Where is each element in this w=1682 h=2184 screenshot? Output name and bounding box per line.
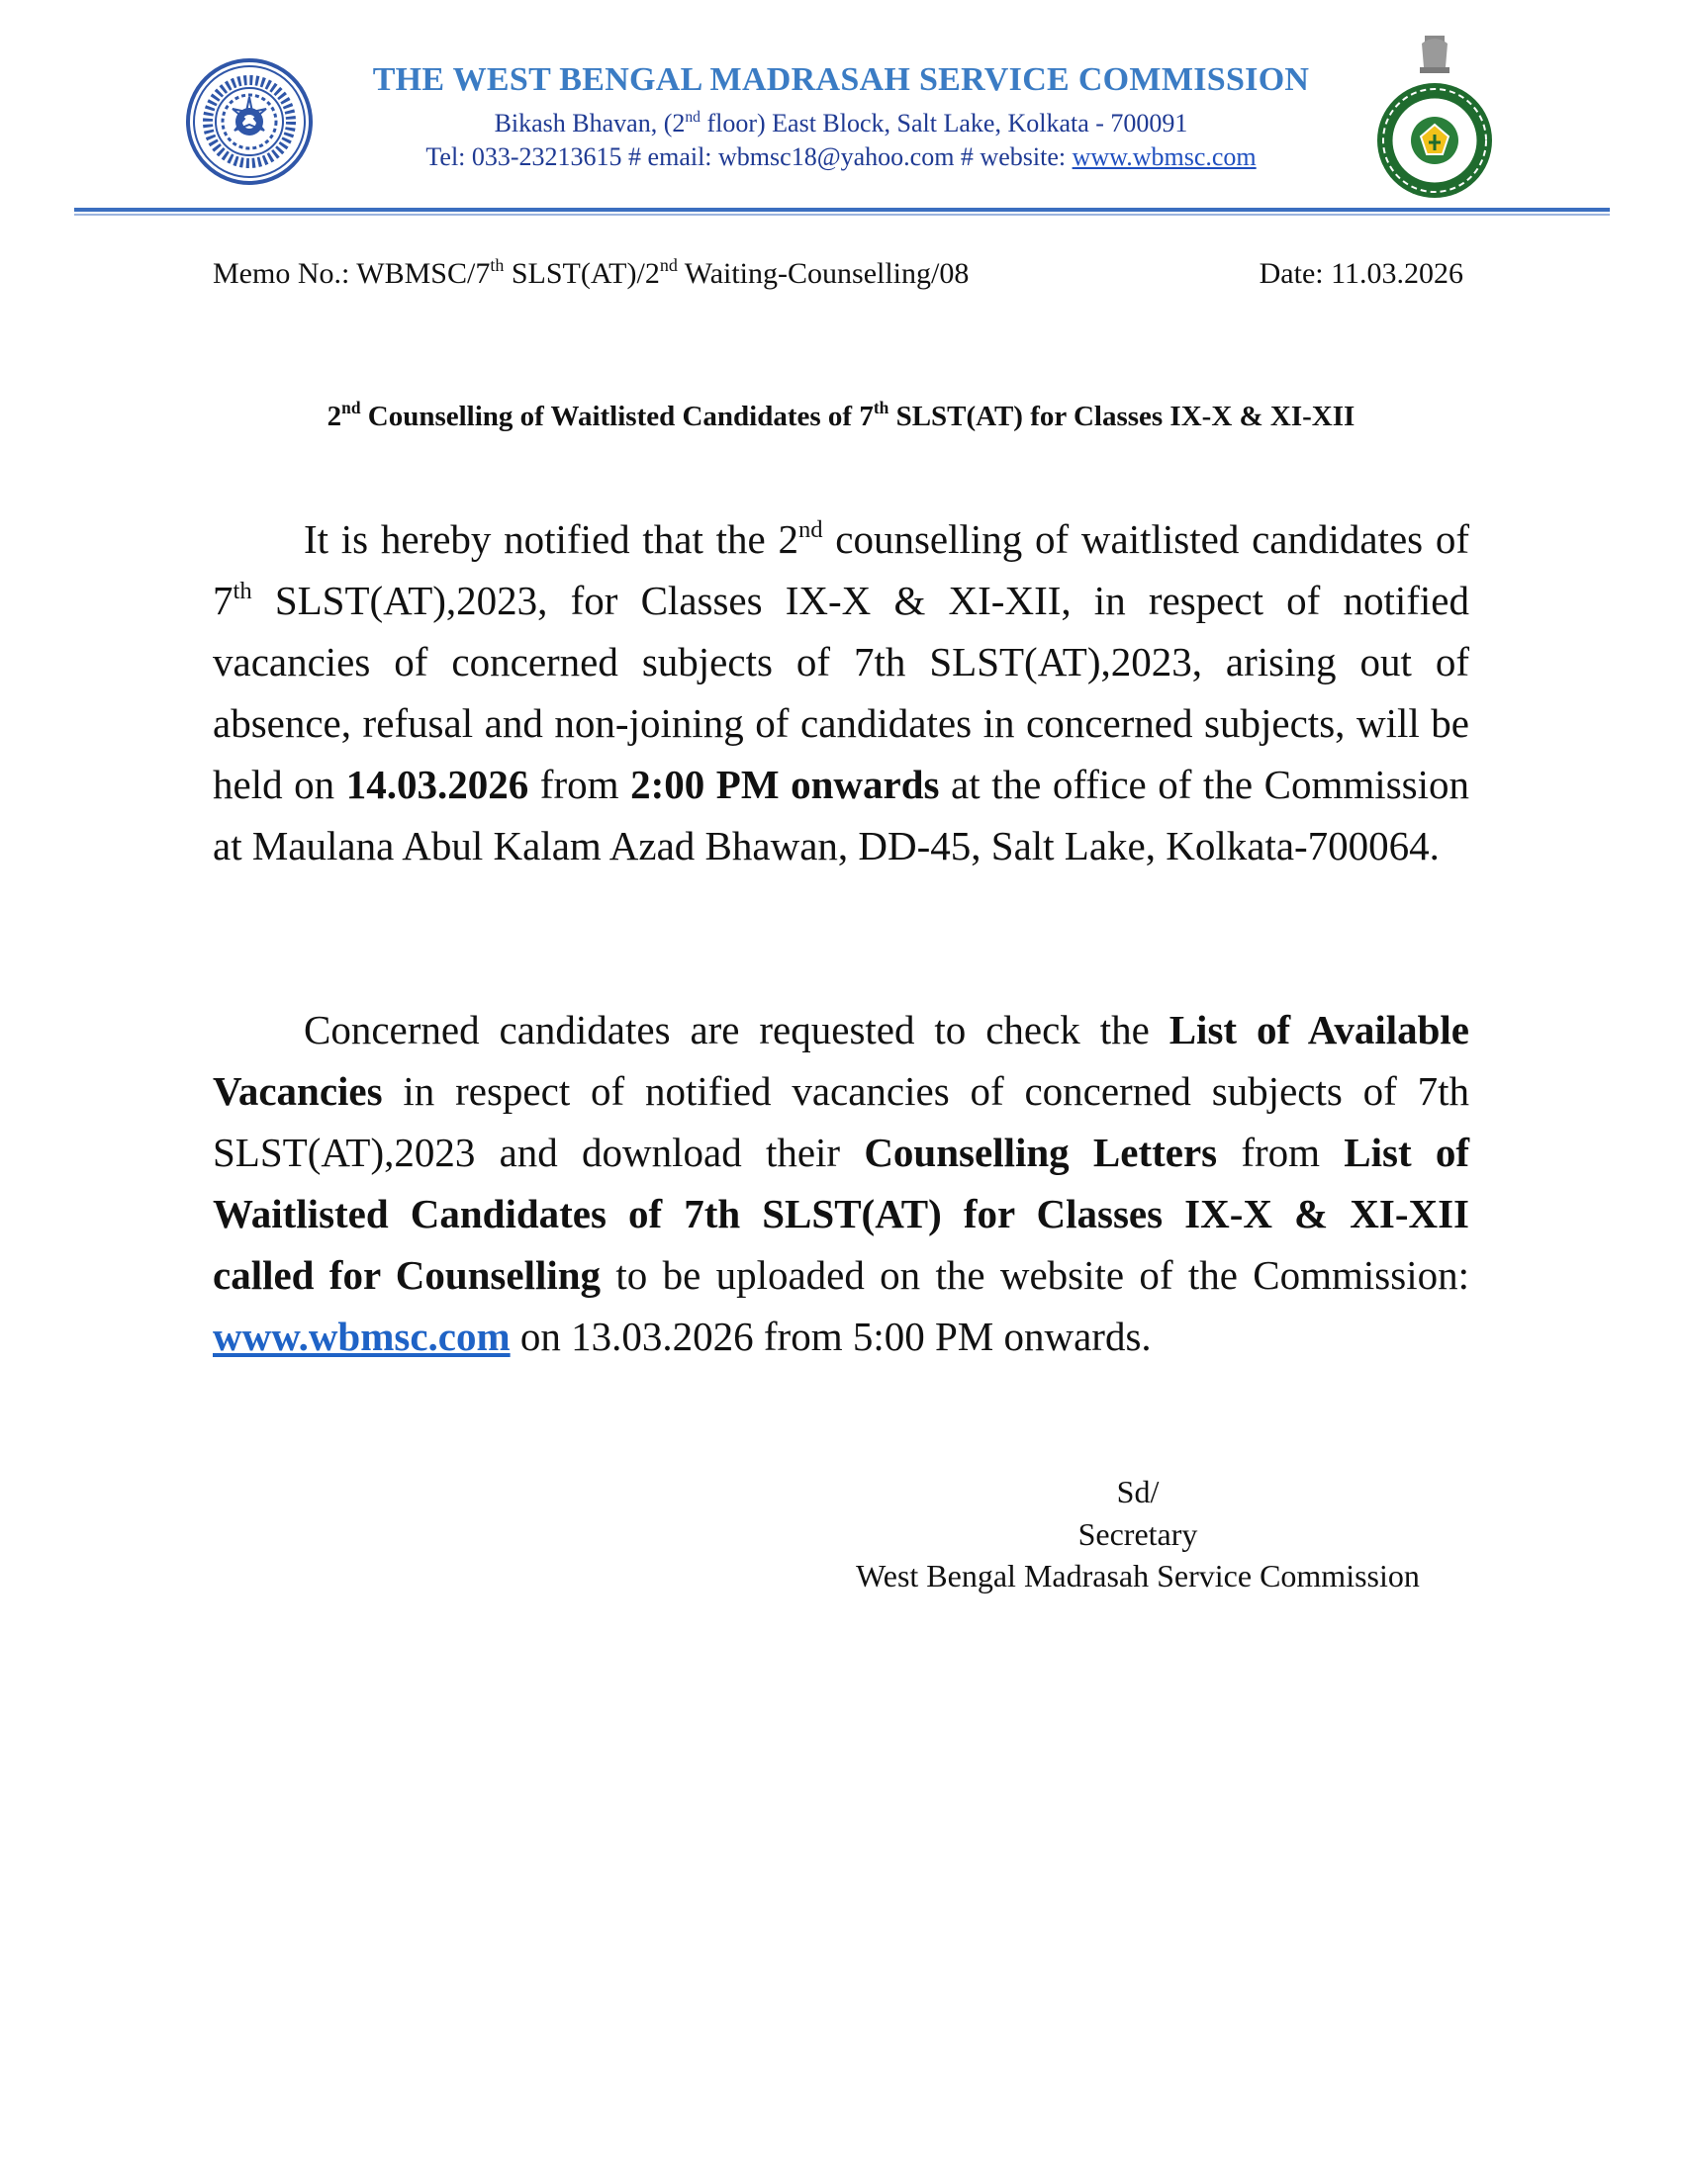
- memo-date: Date: 11.03.2026: [1259, 257, 1463, 290]
- org-title: THE WEST BENGAL MADRASAH SERVICE COMMISSION: [372, 61, 1310, 98]
- header-divider: [74, 208, 1610, 212]
- header-divider-thin: [74, 214, 1610, 216]
- counselling-time: 2:00 PM onwards: [630, 762, 940, 807]
- west-bengal-govt-emblem-icon: [1370, 32, 1499, 202]
- body-website-link[interactable]: www.wbmsc.com: [213, 1314, 511, 1359]
- subject-line: 2nd Counselling of Waitlisted Candidates of 7th SLST(AT) for Classes IX-X & XI-XII: [327, 398, 1355, 432]
- signature-sd: Sd/: [1116, 1474, 1160, 1509]
- memo-number: Memo No.: WBMSC/7th SLST(AT)/2nd Waiting-Counselling/08: [213, 255, 970, 290]
- body-paragraph-1: It is hereby notified that the 2nd counselling of waitlisted candidates of 7th SLST(AT),2023, for Classes IX-X & XI-XII, in respect of notified vacancies of concerned subjects of 7th SLST(AT),2023, arising out of absence, refusal and non-joining of candidates in concerned subjects, will be held on 14.03.2026 from 2:00 PM onwards at the office of the Commission at Maulana Abul Kalam Azad Bhawan, DD-45, Salt Lake, Kolkata-700064.: [213, 516, 1469, 868]
- org-address: Bikash Bhavan, (2nd floor) East Block, Salt Lake, Kolkata - 700091: [494, 108, 1188, 137]
- counselling-date: 14.03.2026: [345, 762, 529, 807]
- signature-org: West Bengal Madrasah Service Commission: [856, 1558, 1420, 1593]
- signature-title: Secretary: [1077, 1516, 1198, 1552]
- body-paragraph-2: Concerned candidates are requested to check the List of Available Vacancies in respect of notified vacancies of concerned subjects of 7th SLST(AT),2023 and download their Counselling Letters from List of Waitlisted Candidates of 7th SLST(AT) for Classes IX-X & XI-XII called for Counselling to be uploaded on the website of the Commission: www.wbmsc.com on 13.03.2026 from 5:00 PM onwards.: [213, 1007, 1470, 1359]
- commission-seal-icon: [185, 57, 314, 186]
- org-contact: Tel: 033-23213615 # email: wbmsc18@yahoo.com # website: www.wbmsc.com: [425, 142, 1257, 171]
- website-link[interactable]: www.wbmsc.com: [1072, 142, 1257, 171]
